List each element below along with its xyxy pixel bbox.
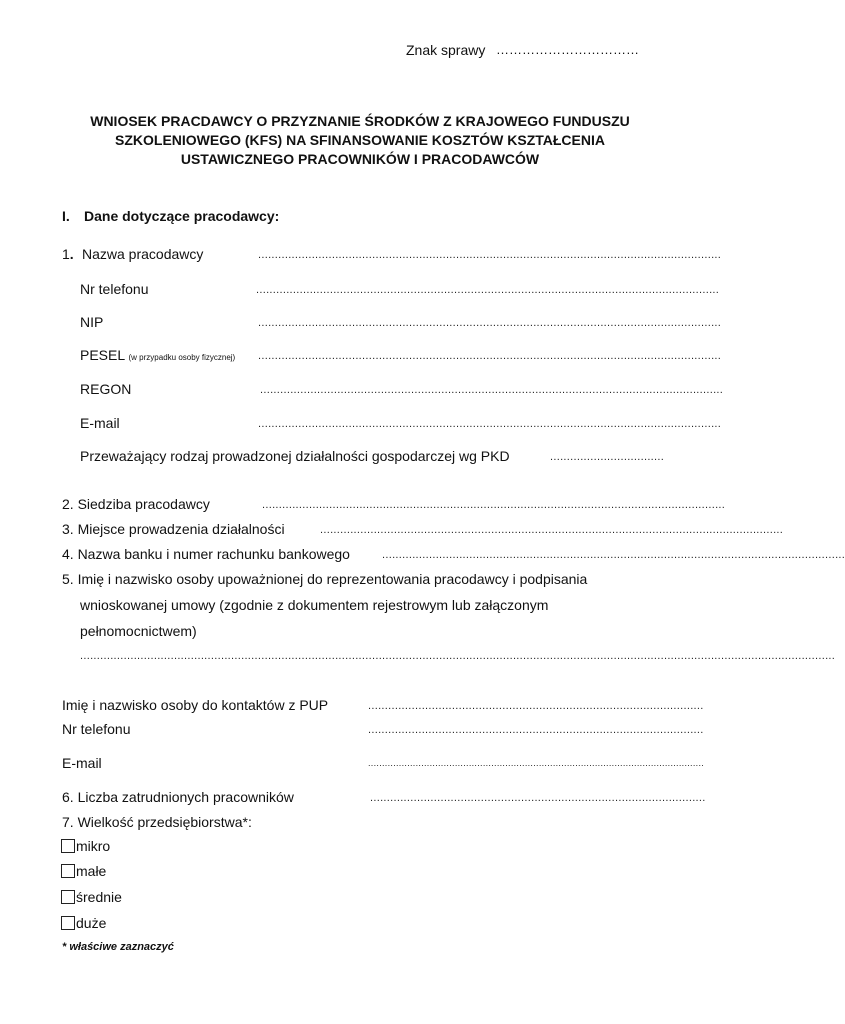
email-field[interactable]: ..........................................................................................................................................	[258, 418, 722, 430]
size-option-male[interactable]	[61, 863, 106, 879]
case-number-label: Znak sprawy	[406, 42, 486, 58]
title-line-2: SZKOLENIOWEGO (KFS) NA SFINANSOWANIE KOSZTÓW KSZTAŁCENIA	[115, 132, 605, 148]
regon-field[interactable]: ..........................................................................................................................................	[260, 384, 724, 396]
bank-label: 4. Nazwa banku i numer rachunku bankowego	[62, 546, 350, 562]
employees-label: 6. Liczba zatrudnionych pracowników	[62, 789, 294, 805]
size-option-srednie[interactable]	[61, 889, 122, 905]
section-heading: Dane dotyczące pracodawcy:	[84, 208, 280, 224]
place-field[interactable]: ..........................................................................................................................................	[320, 524, 784, 536]
document-title	[60, 112, 660, 169]
title-line-1: WNIOSEK PRACDAWCY O PRZYZNANIE ŚRODKÓW Z KRAJOWEGO FUNDUSZU	[90, 113, 630, 129]
phone-label: Nr telefonu	[80, 281, 149, 297]
regon-label: REGON	[80, 381, 132, 397]
checkbox-mikro[interactable]	[61, 839, 75, 853]
pesel-label: PESEL (w przypadku osoby fizycznej)	[80, 347, 236, 363]
contact-email-label: E-mail	[62, 755, 102, 771]
bank-field[interactable]: ..........................................................................................................................................	[382, 549, 845, 561]
contact-name-field[interactable]: ....................................................................................................	[368, 700, 704, 712]
pesel-note: (w przypadku osoby fizycznej)	[128, 353, 236, 362]
nip-field[interactable]: ..........................................................................................................................................	[258, 317, 722, 329]
representative-label-line-2: wnioskowanej umowy (zgodnie z dokumentem rejestrowym lub załączonym	[80, 597, 549, 613]
representative-label-line-1: 5. Imię i nazwisko osoby upoważnionej do reprezentowania pracodawcy i podpisania	[62, 571, 588, 587]
size-option-duze[interactable]	[61, 915, 106, 931]
employer-name-field[interactable]: ..........................................................................................................................................	[258, 249, 722, 261]
phone-field[interactable]: ..........................................................................................................................................	[256, 284, 720, 296]
pkd-label: Przeważający rodzaj prowadzonej działalności gospodarczej wg PKD	[80, 448, 510, 464]
contact-phone-label: Nr telefonu	[62, 721, 131, 737]
representative-label-line-3: pełnomocnictwem)	[80, 623, 197, 639]
field-number-1: 1.	[62, 246, 74, 262]
representative-field[interactable]: .................................................................................................................................................................................................................................	[80, 650, 836, 662]
checkbox-male[interactable]	[61, 864, 75, 878]
pkd-field[interactable]: ..................................	[550, 451, 665, 463]
place-label: 3. Miejsce prowadzenia działalności	[62, 521, 285, 537]
checkbox-duze[interactable]	[61, 916, 75, 930]
checkbox-srednie[interactable]	[61, 890, 75, 904]
contact-email-field[interactable]: ........................................................................................................................	[368, 758, 705, 768]
size-option-label: duże	[76, 915, 107, 931]
contact-name-label: Imię i nazwisko osoby do kontaktów z PUP	[62, 697, 329, 713]
company-size-label: 7. Wielkość przedsiębiorstwa*:	[62, 814, 252, 830]
size-option-label: małe	[76, 863, 107, 879]
pesel-field[interactable]: ..........................................................................................................................................	[258, 350, 722, 362]
contact-phone-field[interactable]: ....................................................................................................	[368, 724, 704, 736]
case-number-field[interactable]: ……………………………	[496, 42, 639, 57]
employer-name-label: Nazwa pracodawcy	[82, 246, 204, 262]
seat-label: 2. Siedziba pracodawcy	[62, 496, 210, 512]
email-label: E-mail	[80, 415, 120, 431]
seat-field[interactable]: ..........................................................................................................................................	[262, 499, 726, 511]
size-option-mikro[interactable]	[61, 838, 110, 854]
employees-field[interactable]: ....................................................................................................	[370, 792, 706, 804]
section-number: I.	[62, 208, 70, 224]
title-line-3: USTAWICZNEGO PRACOWNIKÓW I PRACODAWCÓW	[180, 151, 540, 167]
footnote: * właściwe zaznaczyć	[62, 941, 174, 953]
size-option-label: średnie	[76, 889, 122, 905]
nip-label: NIP	[80, 314, 104, 330]
size-option-label: mikro	[76, 838, 111, 854]
